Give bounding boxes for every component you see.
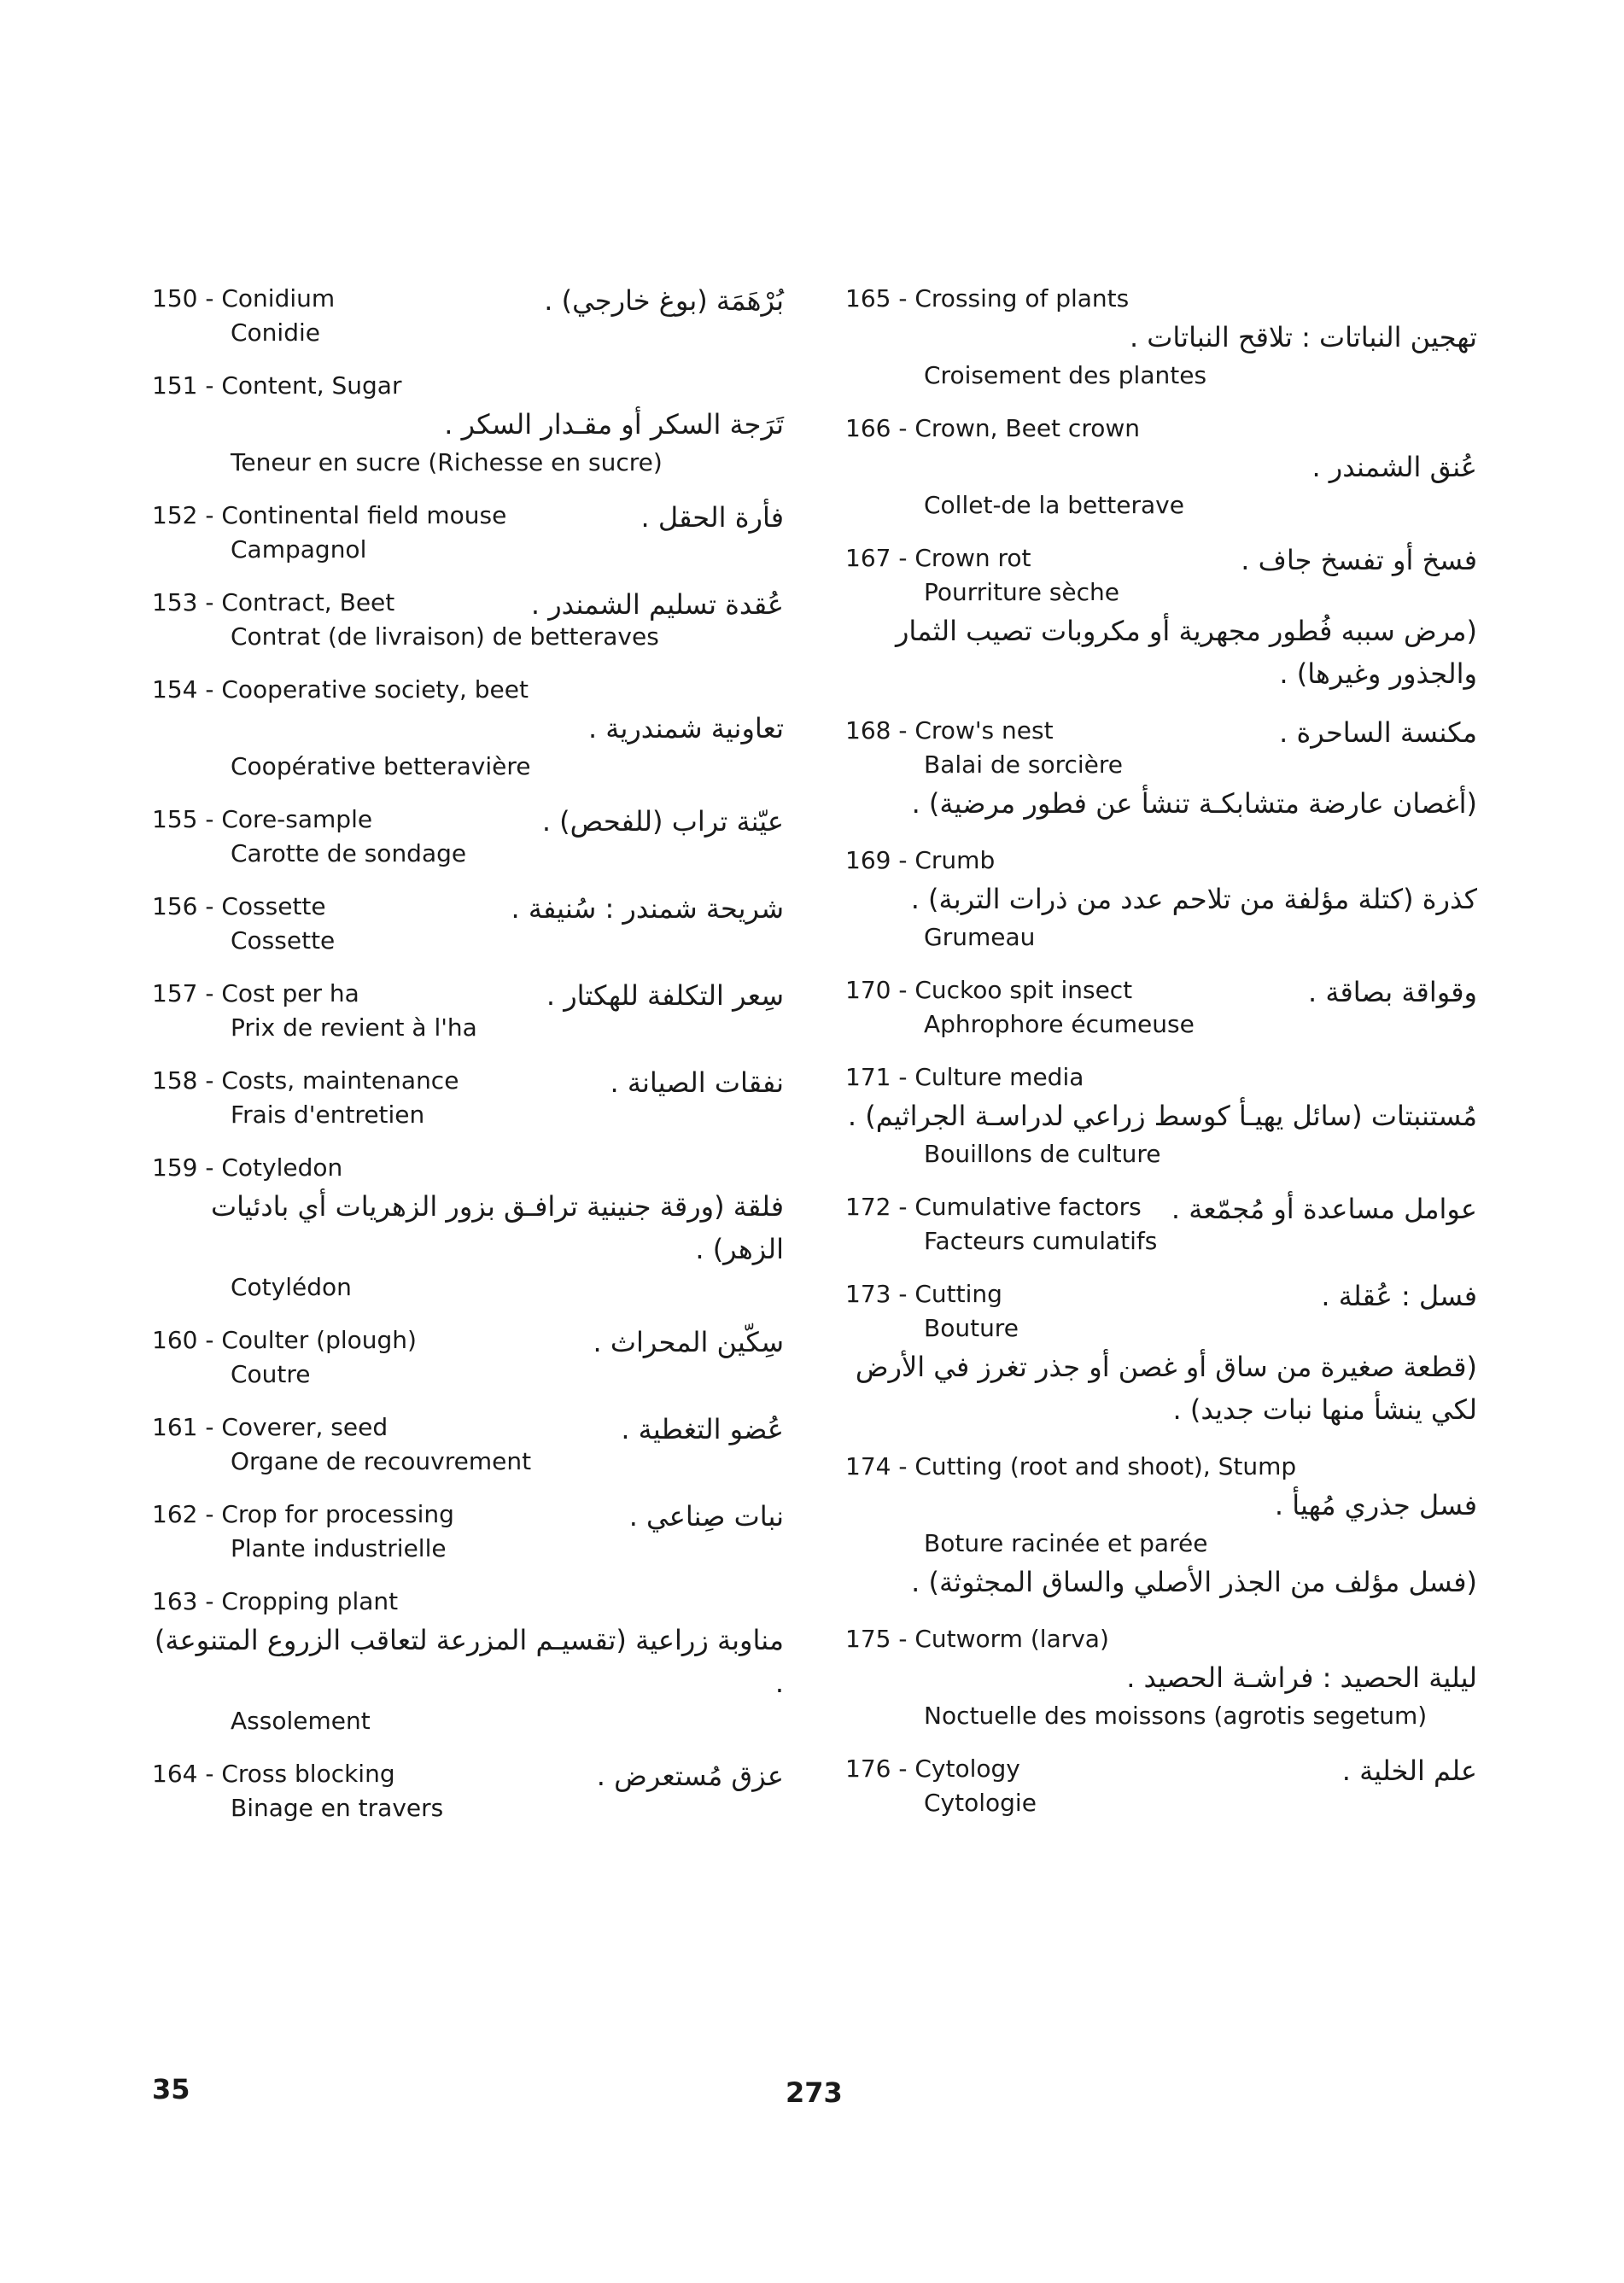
arabic-term: عُنق الشمندر . <box>1311 451 1477 483</box>
glossary-entry <box>845 1277 1477 1431</box>
glossary-entry <box>845 412 1477 523</box>
entry-number: 156 <box>152 892 198 920</box>
glossary-entry <box>152 977 784 1045</box>
entry-separator: - <box>197 805 222 833</box>
arabic-term: عزق مُستعرض . <box>596 1760 784 1792</box>
left-column <box>152 282 784 1844</box>
entry-number: 152 <box>152 501 198 529</box>
entry-heading <box>845 412 1477 446</box>
arabic-term: وقواقة بصاقة . <box>1308 976 1477 1008</box>
entry-separator: - <box>197 588 222 616</box>
entry-separator: - <box>891 976 915 1004</box>
english-term: Cost per ha <box>221 979 359 1007</box>
arabic-definition: (فسل مؤلف من الجذر الأصلي والساق المجثوثة) . <box>911 1566 1477 1598</box>
french-term: Coutre <box>231 1360 311 1388</box>
glossary-entry <box>845 1752 1477 1820</box>
english-term: Cutting (root and shoot), Stump <box>914 1452 1297 1480</box>
arabic-term: تعاونية شمندرية . <box>587 712 784 744</box>
arabic-term: فأرة الحقل . <box>640 501 784 534</box>
glossary-entry <box>152 369 784 480</box>
arabic-term: تهجين النباتات : تلاقح النباتات . <box>1129 321 1477 353</box>
arabic-term: عُضو التغطية . <box>621 1413 784 1445</box>
entry-separator: - <box>197 1413 222 1441</box>
french-term: Conidie <box>231 318 320 347</box>
entry-separator: - <box>891 414 915 442</box>
entry-number: 164 <box>152 1760 198 1788</box>
arabic-term: ليلية الحصيد : فراشـة الحصيد . <box>1126 1661 1477 1694</box>
french-term: Facteurs cumulatifs <box>924 1227 1158 1255</box>
english-term: Crossing of plants <box>914 284 1130 312</box>
english-term: Cutworm (larva) <box>914 1625 1109 1653</box>
french-term: Cossette <box>231 926 336 955</box>
arabic-term: نبات صِناعي . <box>628 1500 784 1533</box>
entry-number: 175 <box>845 1625 891 1653</box>
french-term: Assolement <box>231 1707 371 1735</box>
english-term: Crown, Beet crown <box>914 414 1140 442</box>
entry-number: 162 <box>152 1500 198 1528</box>
arabic-term: مكنسة الساحرة . <box>1279 716 1477 749</box>
english-term: Coulter (plough) <box>221 1326 417 1354</box>
entry-separator: - <box>197 1326 222 1354</box>
entry-separator: - <box>891 1280 915 1308</box>
entry-number: 160 <box>152 1326 198 1354</box>
entry-number: 157 <box>152 979 198 1007</box>
entry-number: 170 <box>845 976 891 1004</box>
entry-number: 155 <box>152 805 198 833</box>
entry-separator: - <box>891 544 915 572</box>
entry-number: 161 <box>152 1413 198 1441</box>
glossary-entry <box>152 499 784 567</box>
english-term: Cuckoo spit insect <box>914 976 1133 1004</box>
entry-separator: - <box>891 284 915 312</box>
arabic-term: تَرَجة السكر أو مقـدار السكر . <box>444 408 784 441</box>
entry-number: 168 <box>845 716 891 744</box>
arabic-term: شريحة شمندر : سُنيفة . <box>511 892 784 925</box>
entry-number: 176 <box>845 1755 891 1783</box>
french-term: Pourriture sèche <box>924 578 1120 606</box>
glossary-entry <box>152 586 784 654</box>
french-term: Prix de revient à l'ha <box>231 1013 477 1042</box>
entry-separator: - <box>197 979 222 1007</box>
entry-separator: - <box>891 1452 915 1480</box>
english-term: Crown rot <box>914 544 1031 572</box>
glossary-entry <box>845 1190 1477 1258</box>
entry-number: 150 <box>152 284 198 312</box>
french-term: Contrat (de livraison) de betteraves <box>231 622 659 651</box>
arabic-term: كذرة (كتلة مؤلفة من تلاحم عدد من ذرات التربة) . <box>910 883 1477 915</box>
entry-number: 159 <box>152 1153 198 1182</box>
english-term: Content, Sugar <box>221 371 402 400</box>
english-term: Contract, Beet <box>221 588 395 616</box>
entry-number: 174 <box>845 1452 891 1480</box>
glossary-entry <box>152 1757 784 1825</box>
arabic-term: مناوبة زراعية (تقسيـم المزرعة لتعاقب الزروع المتنوعة) . <box>154 1624 784 1699</box>
arabic-term: علم الخلية . <box>1341 1755 1477 1787</box>
english-term: Cytology <box>914 1755 1020 1783</box>
arabic-term: بُرْهَمَة (بوغ خارجي) . <box>544 284 784 317</box>
french-term: Bouture <box>924 1314 1019 1342</box>
english-term: Crow's nest <box>914 716 1054 744</box>
entry-heading <box>845 1622 1477 1656</box>
english-term: Costs, maintenance <box>221 1066 459 1095</box>
arabic-term: نفقات الصيانة . <box>610 1066 784 1099</box>
entry-number: 158 <box>152 1066 198 1095</box>
glossary-entry <box>845 1622 1477 1733</box>
entry-heading <box>845 844 1477 878</box>
french-term: Collet-de la betterave <box>924 491 1184 519</box>
entry-number: 173 <box>845 1280 891 1308</box>
entry-number: 167 <box>845 544 891 572</box>
entry-heading <box>152 1151 784 1185</box>
french-term: Binage en travers <box>231 1794 444 1822</box>
entry-number: 163 <box>152 1587 198 1615</box>
entry-number: 153 <box>152 588 198 616</box>
entry-separator: - <box>197 1500 222 1528</box>
english-term: Culture media <box>914 1063 1084 1091</box>
french-term: Grumeau <box>924 923 1036 951</box>
entry-number: 166 <box>845 414 891 442</box>
entry-separator: - <box>891 1625 915 1653</box>
glossary-entry <box>152 1410 784 1479</box>
entry-number: 169 <box>845 846 891 874</box>
glossary-entry <box>152 1151 784 1305</box>
entry-separator: - <box>197 675 222 704</box>
english-term: Cross blocking <box>221 1760 395 1788</box>
glossary-entry <box>152 1323 784 1392</box>
english-term: Cotyledon <box>221 1153 343 1182</box>
glossary-entry <box>845 714 1477 825</box>
french-term: Cytologie <box>924 1789 1037 1817</box>
left-page-number: 35 <box>152 2073 190 2105</box>
entry-heading <box>152 673 784 707</box>
glossary-entry <box>152 803 784 871</box>
glossary-entry <box>845 1060 1477 1171</box>
french-term: Balai de sorcière <box>924 750 1124 779</box>
arabic-definition: (مرض سببه فُطور مجهرية أو مكروبات تصيب الثمار والجذور وغيرها) . <box>895 615 1477 690</box>
glossary-entry <box>845 844 1477 955</box>
entry-heading <box>845 282 1477 316</box>
english-term: Core-sample <box>221 805 373 833</box>
entry-separator: - <box>197 284 222 312</box>
entry-separator: - <box>891 1755 915 1783</box>
entry-separator: - <box>197 1760 222 1788</box>
entry-number: 154 <box>152 675 198 704</box>
glossary-entry <box>152 673 784 784</box>
entry-separator: - <box>197 1066 222 1095</box>
entry-number: 171 <box>845 1063 891 1091</box>
glossary-entry <box>845 1450 1477 1603</box>
entry-number: 165 <box>845 284 891 312</box>
entry-separator: - <box>891 716 915 744</box>
arabic-term: عيّنة تراب (للفحص) . <box>541 805 784 838</box>
french-term: Bouillons de culture <box>924 1140 1161 1168</box>
french-term: Croisement des plantes <box>924 361 1207 389</box>
french-term: Cotylédon <box>231 1273 352 1301</box>
entry-heading <box>152 1585 784 1619</box>
english-term: Crumb <box>914 846 996 874</box>
english-term: Crop for processing <box>221 1500 454 1528</box>
arabic-term: سِعر التكلفة للهكتار . <box>546 979 784 1012</box>
arabic-term: فسل : عُقلة . <box>1321 1280 1477 1312</box>
entry-separator: - <box>891 1193 915 1221</box>
french-term: Noctuelle des moissons (agrotis segetum) <box>924 1702 1428 1730</box>
entry-separator: - <box>891 846 915 874</box>
english-term: Coverer, seed <box>221 1413 388 1441</box>
entry-separator: - <box>197 892 222 920</box>
arabic-term: فسل جذري مُهيأ . <box>1274 1489 1477 1521</box>
french-term: Frais d'entretien <box>231 1101 425 1129</box>
english-term: Cropping plant <box>221 1587 399 1615</box>
entry-heading <box>845 1450 1477 1484</box>
french-term: Teneur en sucre (Richesse en sucre) <box>231 448 663 476</box>
glossary-entry <box>152 282 784 350</box>
arabic-term: مُستنبتات (سائل يهيـأ كوسط زراعي لدراسـة الجراثيم) . <box>847 1100 1477 1132</box>
entry-separator: - <box>197 1587 222 1615</box>
arabic-term: سِكّين المحراث . <box>593 1326 784 1358</box>
glossary-entry <box>152 1498 784 1566</box>
french-term: Coopérative betteravière <box>231 752 531 780</box>
entry-separator: - <box>197 1153 222 1182</box>
arabic-term: فسخ أو تفسخ جاف . <box>1241 544 1477 576</box>
french-term: Campagnol <box>231 535 367 563</box>
glossary-entry <box>152 1585 784 1738</box>
french-term: Organe de recouvrement <box>231 1447 532 1475</box>
english-term: Continental field mouse <box>221 501 507 529</box>
glossary-entry <box>845 282 1477 393</box>
entry-separator: - <box>891 1063 915 1091</box>
french-term: Aphrophore écumeuse <box>924 1010 1195 1038</box>
entry-separator: - <box>197 501 222 529</box>
entry-separator: - <box>197 371 222 400</box>
glossary-entry <box>152 1064 784 1132</box>
arabic-term: عوامل مساعدة أو مُجمّعة . <box>1171 1193 1477 1225</box>
right-column <box>845 282 1477 1839</box>
arabic-definition: (قطعة صغيرة من ساق أو غصن أو جذر تغرز في الأرض لكي ينشأ منها نبات جديد) . <box>855 1351 1477 1426</box>
entry-heading <box>152 369 784 403</box>
entry-heading <box>845 1060 1477 1095</box>
glossary-entry <box>845 973 1477 1042</box>
arabic-term: فلقة (ورقة جنينية ترافـق بزور الزهريات أي بادئيات الزهر) . <box>210 1190 784 1265</box>
center-page-number: 273 <box>786 2076 843 2109</box>
english-term: Cooperative society, beet <box>221 675 529 704</box>
french-term: Carotte de sondage <box>231 839 467 867</box>
english-term: Conidium <box>221 284 336 312</box>
arabic-term: عُقدة تسليم الشمندر . <box>530 588 784 621</box>
glossary-entry <box>152 890 784 958</box>
french-term: Plante industrielle <box>231 1534 447 1562</box>
french-term: Boture racinée et parée <box>924 1529 1208 1557</box>
glossary-entry <box>845 541 1477 695</box>
english-term: Cutting <box>914 1280 1002 1308</box>
english-term: Cumulative factors <box>914 1193 1142 1221</box>
english-term: Cossette <box>221 892 326 920</box>
entry-number: 151 <box>152 371 198 400</box>
entry-number: 172 <box>845 1193 891 1221</box>
arabic-definition: (أغصان عارضة متشابكـة تنشأ عن فطور مرضية) . <box>911 787 1477 820</box>
